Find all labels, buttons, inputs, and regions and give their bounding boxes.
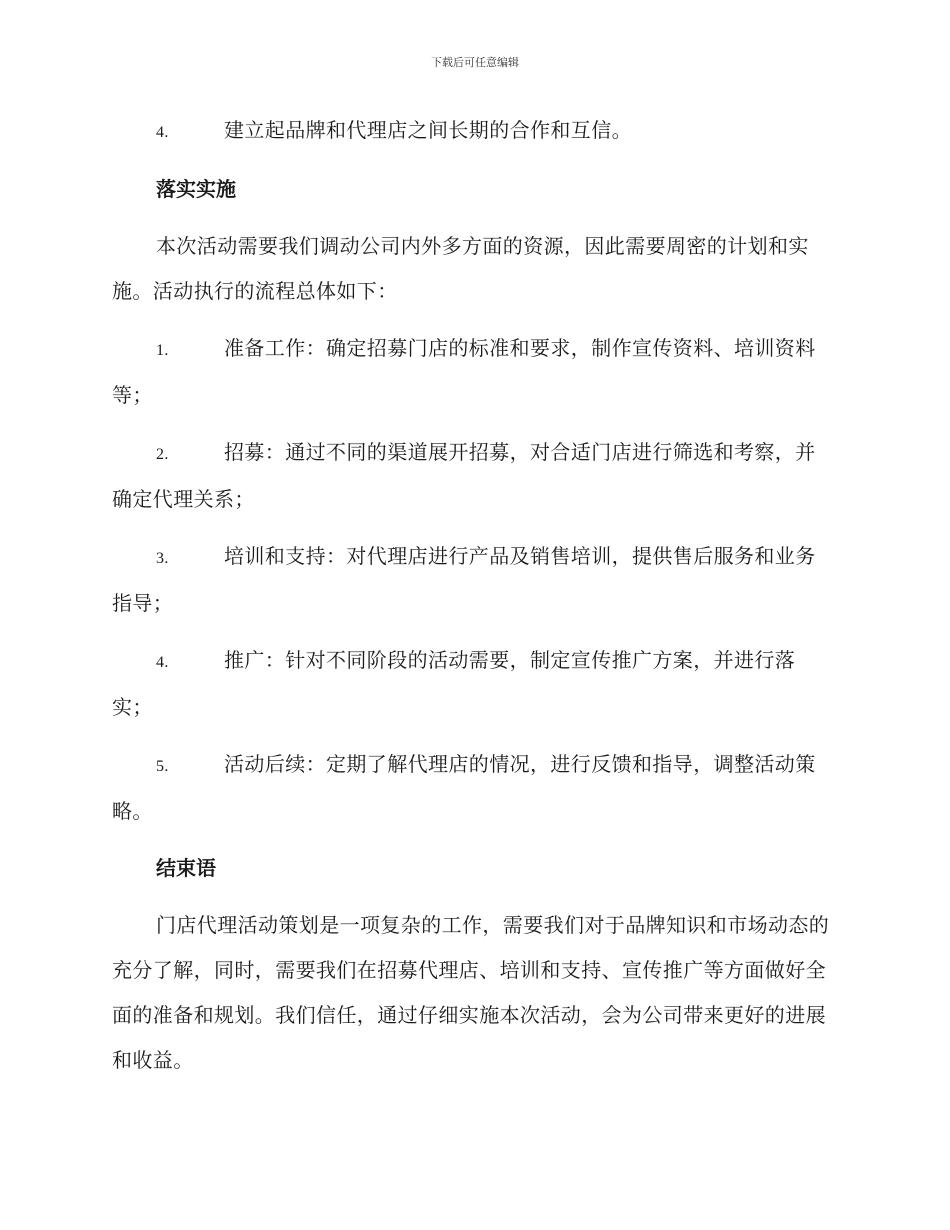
- list-number: 4.: [156, 124, 169, 141]
- list-text: 推广：针对不同阶段的活动需要，制定宣传推广方案，并进行落实；: [112, 648, 796, 719]
- document-body: [112, 108, 832, 1095]
- list-text: 建立起品牌和代理店之间长期的合作和互信。: [224, 118, 632, 142]
- section-heading-implementation: 落实实施: [156, 177, 236, 201]
- list-item: [112, 108, 832, 155]
- paragraph-intro: 本次活动需要我们调动公司内外多方面的资源，因此需要周密的计划和实施。活动执行的流程总体如下：: [112, 234, 809, 303]
- list-number: 5.: [156, 758, 169, 775]
- list-text: 活动后续：定期了解代理店的情况，进行反馈和指导，调整活动策略。: [112, 752, 816, 823]
- list-item: [112, 638, 832, 730]
- paragraph-conclusion: 门店代理活动策划是一项复杂的工作，需要我们对于品牌知识和市场动态的充分了解，同时，需要我们在招募代理店、培训和支持、宣传推广等方面做好全面的准备和规划。我们信任，通过仔细实施本次活动，会为公司带来更好的进展和收益。: [112, 913, 830, 1072]
- page-header-note: 下载后可任意编辑: [431, 56, 519, 69]
- list-item: [112, 326, 832, 418]
- list-text: 准备工作：确定招募门店的标准和要求，制作宣传资料、培训资料等；: [112, 336, 816, 407]
- list-number: 1.: [156, 342, 169, 359]
- list-item: [112, 742, 832, 834]
- list-item: [112, 430, 832, 522]
- list-number: 3.: [156, 550, 169, 567]
- list-number: 4.: [156, 654, 169, 671]
- list-item: [112, 534, 832, 626]
- list-number: 2.: [156, 446, 169, 463]
- section-heading-conclusion: 结束语: [156, 856, 216, 880]
- list-text: 招募：通过不同的渠道展开招募，对合适门店进行筛选和考察，并确定代理关系；: [112, 440, 816, 511]
- list-text: 培训和支持：对代理店进行产品及销售培训，提供售后服务和业务指导；: [112, 544, 816, 615]
